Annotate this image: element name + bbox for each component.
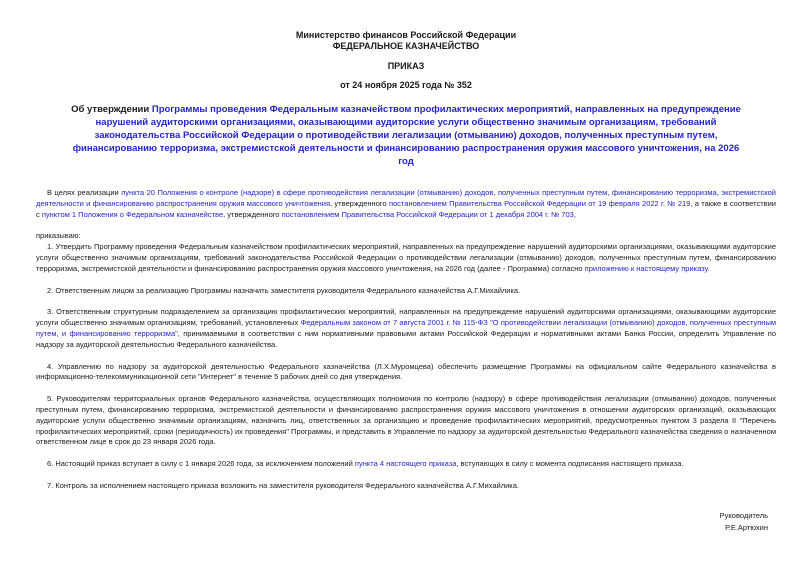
item-1-text: . (707, 263, 710, 273)
preamble-text: В целях реализации (47, 188, 122, 197)
title-prefix: Об утверждении (71, 104, 152, 115)
signature-block (36, 510, 776, 534)
order-item-5 (36, 394, 776, 448)
order-item-1 (36, 242, 776, 274)
preamble-text: , (573, 209, 576, 219)
preamble-text: , а также в соответствии с (36, 198, 776, 219)
order-word: приказываю: (36, 231, 81, 241)
order-item-3 (36, 307, 776, 350)
item-3-text: 3. Ответственным структурным подразделением за организацию профилактических мероприятий, направленных на предупреждение нарушений аудиторскими организациями, оказывающими аудиторские услуги общественно значимым организациям, требований, установленных (36, 307, 776, 328)
item-6-text: 6. Настоящий приказ вступает в силу с 1 января 2026 года, за исключением положений (47, 459, 355, 469)
link-government-resolution-219[interactable]: постановлением Правительства Российской Федерации от 19 февраля 2022 г. № 219 (388, 198, 691, 208)
item-2-text: 2. Ответственным лицом за реализацию Программы назначить заместителя руководителя Федерального казначейства А.Г.Михайлика. (47, 285, 521, 295)
link-point-20-regulation[interactable]: пункта 20 Положения о контроле (надзоре) в сфере противодействия легализации (отмыванию) доходов, полученных преступным путем, финансированию терроризма, экстремистской деятельности и финансированию распространения оружия массового уничтожения (36, 188, 776, 208)
order-item-6 (36, 459, 776, 470)
preamble-text: , утвержденного (330, 198, 389, 208)
link-annex-to-order[interactable]: приложению к настоящему приказу (584, 263, 708, 273)
document-type: ПРИКАЗ (387, 61, 425, 71)
signature-name: Р.Е.Артюхин (725, 522, 768, 532)
item-5-text: 5. Руководителям территориальных органов Федерального казначейства, осуществляющих полномочия по контролю (надзору) в сфере противодействия легализации (отмыванию) доходов, полученных преступным путем, финансированию терроризма, экстремистской деятельности и финансированию распространения оружия массового уничтожения в отношении аудиторских организаций, оказывающих аудиторские услуги общественно значимым организациям, назначить лиц, ответственных за организацию и проведение профилактических мероприятий, предусмотренных пунктом 3 раздела II "Перечень профилактических мероприятий, сроки (периодичность) их проведения" Программы, и представить в Управление по надзору за аудиторской деятельностью Федерального казначейства сведения о назначенном ответственном лице в срок до 23 января 2026 года. (36, 394, 776, 447)
document-title (36, 103, 776, 168)
order-item-2 (36, 286, 776, 297)
signature-position: Руководитель (719, 510, 768, 520)
document-header (36, 30, 776, 91)
agency-name: ФЕДЕРАЛЬНОЕ КАЗНАЧЕЙСТВО (332, 41, 480, 51)
link-point-1-treasury-regulation[interactable]: пунктом 1 Положения о Федеральном казначействе (41, 209, 224, 219)
item-3-text: , принимаемыми в соответствии с ним нормативными правовыми актами Российской Федерации и нормативными актами Банка России, определить Управление по надзору за аудиторской деятельностью Федерального казначейства. (36, 328, 776, 349)
link-government-resolution-703[interactable]: постановлением Правительства Российской Федерации от 1 декабря 2004 г. № 703 (281, 209, 574, 219)
link-federal-law-115-fz[interactable]: Федеральным законом от 7 августа 2001 г. № 115-ФЗ "О противодействии легализации (отмыванию) доходов, полученных преступным путем, и финансированию терроризма" (36, 318, 776, 338)
item-6-text: , вступающих в силу с момента подписания настоящего приказа. (456, 459, 684, 469)
title-program-link[interactable]: Программы проведения Федеральным казначейством профилактических мероприятий, направленных на предупреждение нарушений аудиторскими организациями, оказывающими аудиторские услуги общественно значимым организациям, требований законодательства Российской Федерации о противодействии легализации (отмыванию) доходов, полученных преступным путем, финансированию терроризма, экстремистской деятельности и финансированию распространения оружия массового уничтожения, на 2026 год (72, 104, 741, 167)
document-date-number: от 24 ноября 2025 года № 352 (340, 80, 472, 90)
item-4-text: 4. Управлению по надзору за аудиторской деятельностью Федерального казначейства (Л.Х.Муромцева) обеспечить размещение Программы на официальном сайте Федерального казначейства в информационно-телекоммуникационной сети "Интернет" в течение 5 рабочих дней со дня утверждения. (36, 361, 776, 382)
preamble-text: , утвержденного (223, 209, 282, 219)
preamble-paragraph (36, 188, 776, 220)
link-point-4-of-this-order[interactable]: пункта 4 настоящего приказа (354, 459, 457, 469)
order-item-4 (36, 362, 776, 384)
item-7-text: 7. Контроль за исполнением настоящего приказа возложить на заместителя руководителя Федерального казначейства А.Г.Михайлика. (47, 480, 519, 490)
ministry-name: Министерство финансов Российской Федерации (295, 30, 517, 40)
item-1-text: 1. Утвердить Программу проведения Федеральным казначейством профилактических мероприятий, направленных на предупреждение нарушений аудиторскими организациями, оказывающими аудиторские услуги общественно значимым организациям, требований законодательства Российской Федерации о противодействии легализации (отмыванию) доходов, полученных преступным путем, финансированию терроризма, экстремистской деятельности и финансированию распространения оружия массового уничтожения, на 2026 год (далее - Программа) согласно (36, 242, 776, 273)
order-item-7 (36, 481, 776, 492)
